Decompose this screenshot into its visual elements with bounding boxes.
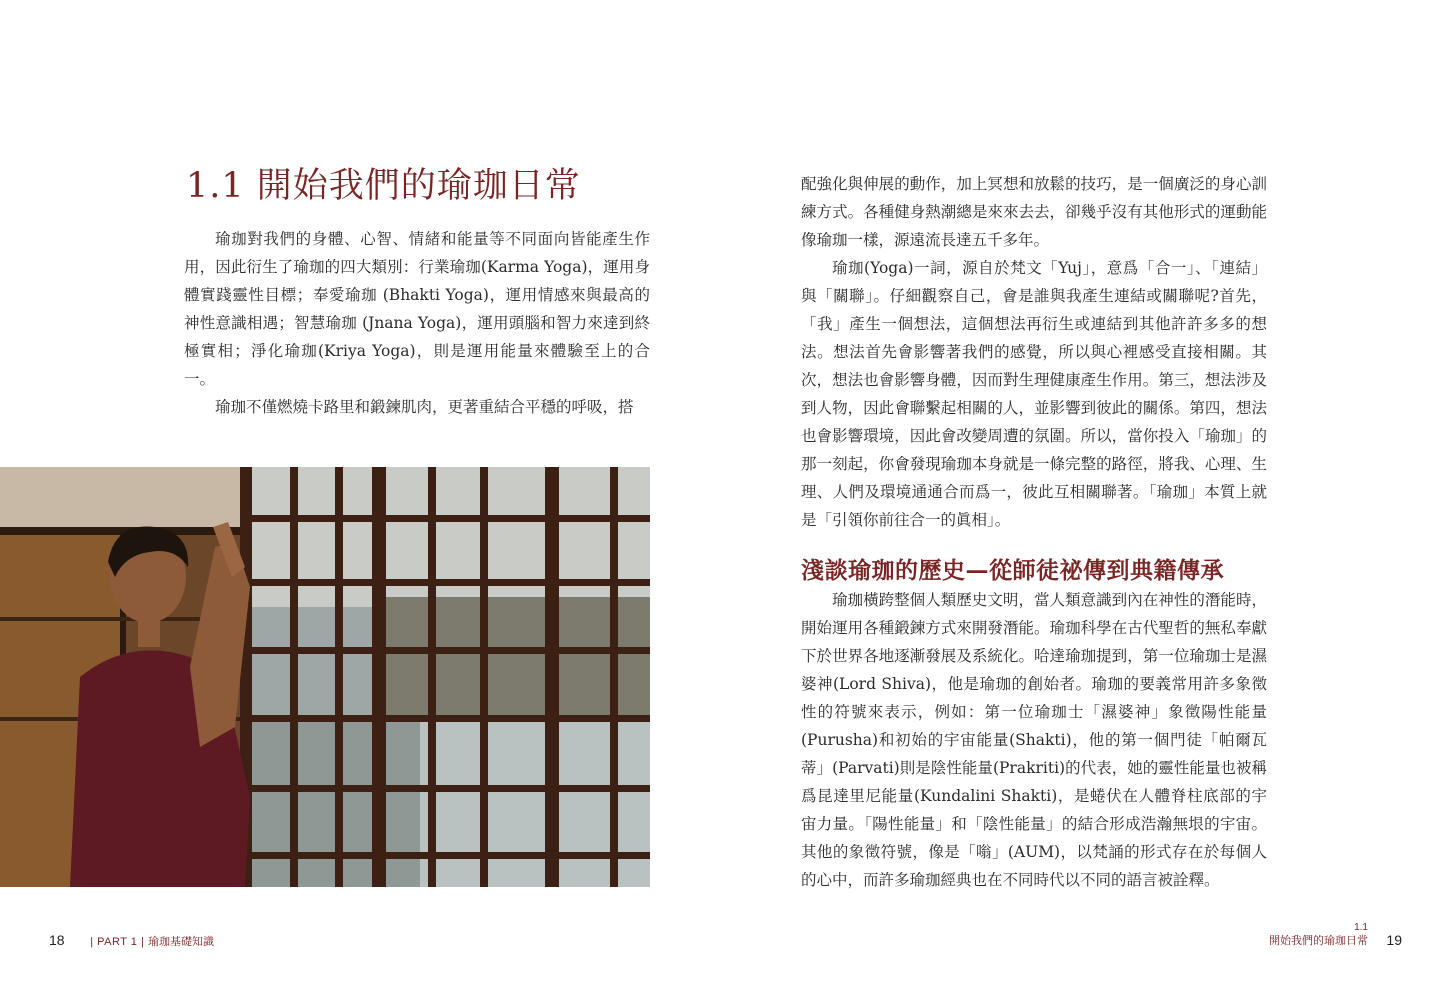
right-page xyxy=(725,0,1451,1000)
paragraph: 瑜珈橫跨整個人類歷史文明，當人類意識到內在神性的潛能時，開始運用各種鍛鍊方式來開發潛能。瑜珈科學在古代聖哲的無私奉獻下於世界各地逐漸發展及系統化。哈達瑜珈提到，第一位瑜珈士是濕婆神(Lord Shiva)，他是瑜珈的創始者。瑜珈的要義常用許多象徵性的符號來表示，例如：第一位瑜珈士「濕婆神」象徵陽性能量(Purusha)和初始的宇宙能量(Shakti)，他的第一個門徒「帕爾瓦蒂」(Parvati)則是陰性能量(Prakriti)的代表，她的靈性能量也被稱爲昆達里尼能量(Kundalini Shakti)，是蜷伏在人體脊柱底部的宇宙力量。「陽性能量」和「陰性能量」的結合形成浩瀚無垠的宇宙。其他的象徵符號，像是「嗡」(AUM)，以梵誦的形式存在於每個人的心中，而許多瑜珈經典也在不同時代以不同的語言被詮釋。 xyxy=(801,591,1267,889)
paragraph: 瑜珈(Yoga)一詞，源自於梵文「Yuj」，意爲「合一」、「連結」與「關聯」。仔細觀察自己，會是誰與我產生連結或關聯呢?首先，「我」產生一個想法，這個想法再衍生或連結到其他許許多多的想法。想法首先會影響著我們的感覺，所以與心裡感受直接相關。其次，想法也會影響身體，因而對生理健康產生作用。第三，想法涉及到人物，因此會聯繫起相關的人，並影響到彼此的關係。第四，想法也會影響環境，因此會改變周遭的氛圍。所以，當你投入「瑜珈」的那一刻起，你會發現瑜珈本身就是一條完整的路徑，將我、心理、生理、人們及環境通通合而爲一，彼此互相關聯著。「瑜珈」本質上就是「引領你前往合一的眞相」。 xyxy=(801,259,1267,529)
part-label: | PART 1 | xyxy=(90,936,145,948)
page-number: 19 xyxy=(1386,932,1402,948)
chapter-title: 1.1 開始我們的瑜珈日常 xyxy=(186,166,581,206)
paragraph: 配強化與伸展的動作，加上冥想和放鬆的技巧，是一個廣泛的身心訓練方式。各種健身熱潮總是來來去去，卻幾乎沒有其他形式的運動能像瑜珈一樣，源遠流長達五千多年。 xyxy=(801,175,1267,249)
running-header xyxy=(1269,922,1368,948)
paragraph: 瑜珈對我們的身體、心智、情緒和能量等不同面向皆能產生作用，因此衍生了瑜珈的四大類別：行業瑜珈(Karma Yoga)，運用身體實踐靈性目標；奉愛瑜珈 (Bhakti Yoga)，運用情感來與最高的神性意識相遇；智慧瑜珈 (Jnana Yoga)，運用頭腦和智力來達到終極實相；淨化瑜珈(Kriya Yoga)，則是運用能量來體驗至上的合一。 xyxy=(184,230,650,388)
section-heading: 淺談瑜珈的歷史—從師徒祕傳到典籍傳承 xyxy=(801,557,1224,584)
footer-left xyxy=(49,932,214,949)
left-page xyxy=(0,0,725,1000)
right-body-text xyxy=(801,170,1267,534)
footer-right xyxy=(1269,922,1402,948)
section-title: 開始我們的瑜珈日常 xyxy=(1268,935,1368,947)
left-body-text xyxy=(184,225,650,421)
section-body-text xyxy=(801,586,1267,894)
section-number: 1.1 xyxy=(1354,922,1368,933)
section-label: 瑜珈基礎知識 xyxy=(147,936,214,948)
paragraph: 瑜珈不僅燃燒卡路里和鍛鍊肌肉，更著重結合平穩的呼吸，搭 xyxy=(215,398,634,416)
yoga-photo xyxy=(0,467,650,887)
page-number: 18 xyxy=(49,932,65,948)
